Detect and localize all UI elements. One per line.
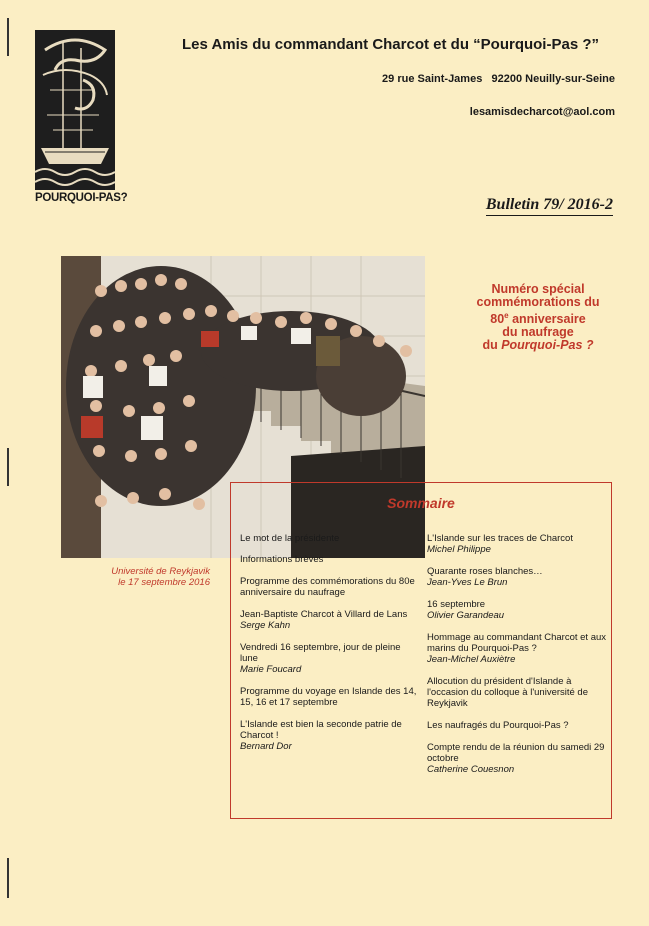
binder-mark-bottom bbox=[7, 858, 9, 898]
toc-entry: Jean-Baptiste Charcot à Villard de Lans Serge Kahn bbox=[240, 609, 408, 631]
toc-entry: Vendredi 16 septembre, jour de pleine lune Marie Foucard bbox=[240, 642, 401, 675]
organization-name: Les Amis du commandant Charcot et du “Pourquoi-Pas ?” bbox=[182, 36, 599, 53]
table-of-contents bbox=[230, 482, 612, 819]
toc-entry: Les naufragés du Pourquoi-Pas ? bbox=[427, 720, 569, 731]
sommaire-title: Sommaire bbox=[387, 495, 455, 511]
toc-entry: Allocution du président d'Islande à l'occasion du colloque à l'université de Reykjavik bbox=[427, 676, 589, 709]
toc-entry: Programme des commémorations du 80e anniversaire du naufrage bbox=[240, 576, 415, 598]
postal-address: 29 rue Saint-James 92200 Neuilly-sur-Seine bbox=[382, 73, 615, 85]
toc-entry: L'Islande est bien la seconde patrie de Charcot ! Bernard Dor bbox=[240, 719, 402, 752]
special-line-1: Numéro spécial bbox=[491, 282, 585, 296]
special-line-5: du Pourquoi-Pas ? bbox=[482, 338, 594, 353]
toc-entry: Informations brèves bbox=[240, 554, 324, 565]
logo-caption: POURQUOI-PAS? bbox=[35, 192, 128, 204]
bulletin-number: Bulletin 79/ 2016-2 bbox=[486, 196, 613, 216]
special-line-4: du naufrage bbox=[502, 325, 574, 340]
photo-caption-line-1: Université de Reykjavik bbox=[111, 566, 210, 577]
photo-caption-line-2: le 17 septembre 2016 bbox=[118, 577, 210, 588]
toc-entry: 16 septembre Olivier Garandeau bbox=[427, 599, 505, 621]
toc-entry: Compte rendu de la réunion du samedi 29 octobre Catherine Couesnon bbox=[427, 742, 605, 775]
email-address: lesamisdecharcot@aol.com bbox=[469, 106, 615, 118]
special-issue-notice bbox=[458, 283, 618, 352]
binder-mark-middle bbox=[7, 448, 9, 486]
toc-entry: Le mot de la présidente bbox=[240, 533, 340, 544]
toc-entry: Hommage au commandant Charcot et aux marins du Pourquoi-Pas ? Jean-Michel Auxiètre bbox=[427, 632, 607, 665]
toc-entry: Programme du voyage en Islande des 14, 15, 16 et 17 septembre bbox=[240, 686, 417, 708]
special-line-3: 80e anniversaire bbox=[490, 311, 586, 327]
toc-entry: Quarante roses blanches… Jean-Yves Le Brun bbox=[427, 566, 543, 588]
toc-entry: L'Islande sur les traces de Charcot Michel Philippe bbox=[427, 533, 573, 555]
toc-right-column bbox=[427, 533, 607, 786]
binder-mark-top bbox=[7, 18, 9, 56]
ship-woodcut-illustration bbox=[35, 30, 115, 190]
pourquoi-pas-logo bbox=[35, 30, 128, 210]
special-line-2: commémorations du bbox=[476, 295, 600, 309]
photo-caption bbox=[60, 566, 210, 588]
toc-left-column bbox=[240, 533, 420, 763]
